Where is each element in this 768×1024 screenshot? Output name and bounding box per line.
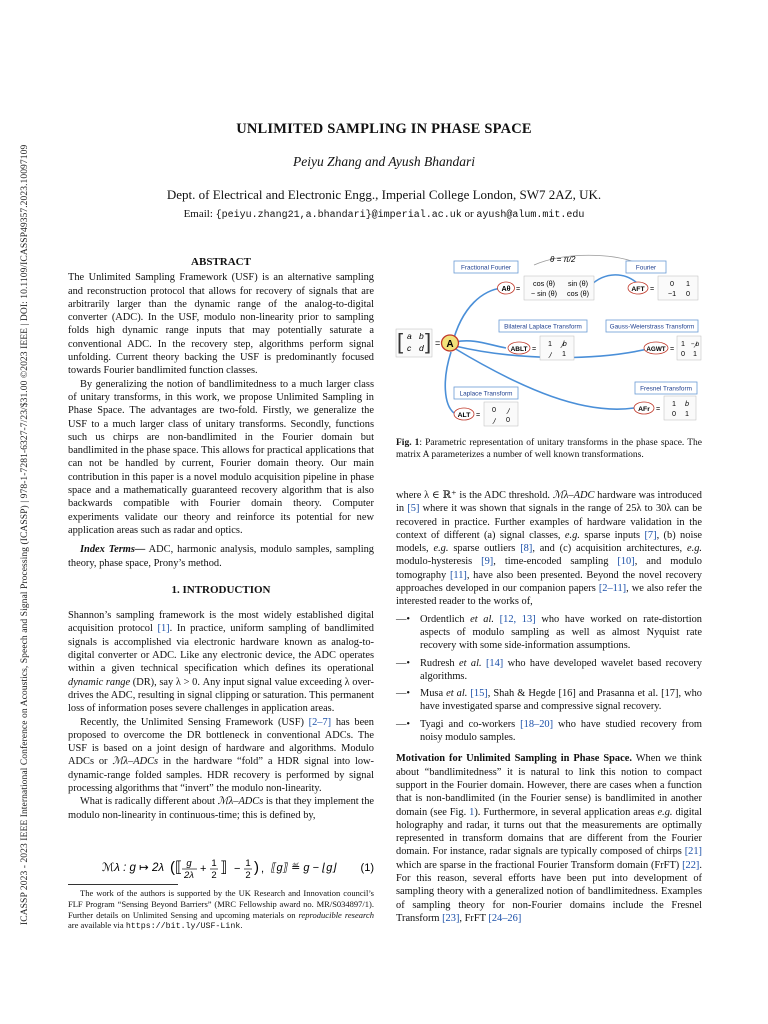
matrix-a-lt-equals: =: [476, 410, 481, 419]
bullet-marker: —•: [396, 688, 411, 700]
r-p2-f: , FrFT: [459, 912, 489, 924]
bullet-marker: —•: [396, 613, 411, 625]
r-p2-a: When we think about “bandlimitedness” it is natural to link this notion to compact support in the Fourier domain. However, there are cases when a function that is non-bandlimited (in the Fourier sense) is bandlimited in another domain (see Fig.: [396, 753, 702, 818]
index-terms: [68, 543, 374, 570]
r-p1-f: sparse outliers: [448, 543, 521, 555]
matrix-a-theta: [498, 276, 595, 300]
intro-p1-b: . In practice, uniform sampling of bandlimited signals is accomplished via electronic hardware known as analog-to-digital converter or ADC. Like any electronic device, the ADC operates within a given technical specification which defines its operational: [68, 623, 375, 675]
intro-p1-a: Shannon’s sampling framework is the most widely established digital acquisition protocol: [68, 610, 374, 635]
r-p1-g: , and (c) acquisition architectures,: [532, 543, 687, 555]
cite-link[interactable]: [5]: [407, 503, 420, 515]
r-p1-eg1: e.g.: [564, 529, 580, 541]
cite-link[interactable]: [10]: [617, 556, 635, 568]
bullet-text: Rudresh: [420, 657, 460, 669]
matrix-a-blt-equals: =: [532, 344, 537, 353]
eq-frac2-num: 1: [211, 858, 217, 869]
bullet-item: [396, 687, 702, 714]
figure-1-caption: [396, 438, 702, 461]
abstract-paragraph-1: The Unlimited Sampling Framework (USF) is an alternative sampling and reconstruction protocol that allows for recovery of signals that are arbitrarily larger than the dynamic range of the analog-to-digital converter (ADC). In the USF, modulo non-linearity prior to sampling folds high dynamic range inputs that may potentially saturate a conventional ADC. In the recovery step, algorithms perform signal unfolding. Current theory backing the USF is predominantly focused towards Fourier bandlimited function classes.: [68, 272, 374, 377]
cite-link[interactable]: [1]: [157, 623, 170, 635]
curve-to-a-lt: [445, 352, 454, 413]
matrix-a-gwt-r1c1: 1: [681, 339, 685, 348]
footnote-a: The work of the authors is supported by the UK Research and Innovation council’s FLF Program “Sensing Beyond Barriers” (MRC Fellowship award no. MR/S034897/1). Further details on Unlimited Sensing and upcoming materials on: [68, 888, 374, 920]
matrix-a-ft-label: AFT: [631, 286, 645, 293]
r-p1-i: , time-encoded sampling: [493, 556, 618, 568]
eq-frac1-num: g: [186, 858, 192, 869]
right-paragraph-1: [396, 489, 702, 609]
intro-p3-b: is that they implement the modulo non-linearity in continuous-time; this is defined by,: [68, 796, 374, 821]
r-p1-j: , and modulo tomography: [396, 556, 702, 581]
cite-link[interactable]: [7]: [644, 529, 657, 541]
matrix-a-gwt-r1c2: −𝚥b: [690, 341, 700, 348]
intro-paragraph-1: [68, 609, 374, 715]
r-p1-c: where it was shown that signals in the range of 25λ to 30λ can be recovered in practice. Further examples of hardware validation in the context of different (a) signal classes,: [396, 503, 703, 541]
r-p1-d: sparse inputs: [579, 529, 645, 541]
paper-authors: Peiyu Zhang and Ayush Bhandari: [293, 154, 475, 169]
footnote-url-link[interactable]: https://bit.ly/USF-Link: [125, 922, 241, 932]
r-p2-b: ). Furthermore, in several application areas: [474, 806, 658, 818]
matrix-a-ft-frame: [658, 276, 698, 300]
bullet-item: [396, 657, 702, 684]
figure-ref-link[interactable]: 1: [469, 806, 475, 818]
eq-rhs: ⟦g⟧ ≝ g − ⌊g⌋: [271, 862, 337, 874]
matrix-a-ft-r1c1: 0: [670, 279, 674, 288]
cite-link[interactable]: [22]: [682, 859, 700, 871]
matrix-a-theta-r2c1: − sin (θ): [530, 289, 558, 298]
eq-paren-open: (: [170, 859, 175, 876]
matrix-a-fr: [634, 396, 696, 420]
box-fresnel-label: Fresnel Transform: [640, 385, 692, 393]
matrix-a-theta-r1c1: cos (θ): [533, 279, 555, 288]
r-p2-d: which are sparse in the fractional Fourier Transform domain (FrFT): [396, 859, 683, 871]
index-terms-label: Index Terms—: [80, 544, 146, 556]
matrix-a-lt-r2c2: 0: [506, 415, 510, 424]
footnote-b: are available via: [68, 920, 126, 931]
r-p1-a: where λ ∈ ℝ⁺ is the ADC threshold.: [396, 490, 553, 501]
figure-caption-label: Fig. 1: [396, 438, 420, 448]
matrix-a-theta-r1c2: sin (θ): [568, 279, 588, 288]
abstract-paragraph-2: By generalizing the notion of bandlimitedness to a much larger class of unitary transforms, in this work, we propose Unlimited Sampling in Phase Space. The advantages are two-fold. Firstly, we generalize the USF to a much larger class of unitary transforms. Secondly, functions such us chirps are non-bandlimited in the Fourier domain but bandlimited in the phase space. This allows for practical applications that can not be handled by current, Fourier domain theory. Our main contribution in this paper is a novel modulo acquisition pipeline in phase space and a mathematically guaranteed recovery algorithm that is also backwards compatible with Fourier domain theory. Computer experiments validate our theory and reinforce its potential for new application areas such as radar and optics.: [68, 378, 374, 536]
matrix-a-fr-r2c1: 0: [672, 409, 676, 418]
matrix-a-ft-r1c2: 1: [686, 279, 690, 288]
intro-p2-c: in the hardware “fold” a HDR signal into low-dynamic-range folded samples. HDR recovery is performed by signal processing algorithms that “invert” the modulo non-linearity.: [68, 756, 374, 794]
eq-number: (1): [360, 862, 374, 874]
eq-lhs: ℳλ : g ↦ 2λ: [102, 862, 165, 874]
box-fractional-fourier-label: Fractional Fourier: [460, 264, 512, 272]
paper-email: [0, 208, 768, 221]
index-terms-text: ADC, harmonic analysis, modulo samples, sampling theory, phase space, Prony’s method.: [68, 544, 374, 569]
cite-link[interactable]: [2–11]: [598, 583, 627, 595]
matrix-a-lt-r1c1: 0: [492, 405, 496, 414]
box-laplace-label: Laplace Transform: [459, 390, 513, 398]
motivation-heading: Motivation for Unlimited Sampling in Phase Space.: [396, 753, 632, 765]
cite-link[interactable]: [14]: [485, 657, 504, 669]
intro-p2-b: has been proposed to overcome the DR bottleneck in conventional ADCs. The USF is based on a joint design of hardware and algorithms. Modulo ADCs or: [68, 716, 374, 768]
eq-frac3-den: 2: [245, 870, 251, 881]
matrix-main-r2c2: d: [419, 343, 424, 353]
email-label: Email:: [183, 208, 213, 220]
matrix-main-label: A: [446, 339, 454, 350]
bullet-text: Ordentlich: [420, 613, 471, 625]
eq-plus: +: [200, 863, 207, 875]
matrix-a-gwt-r2c2: 1: [693, 349, 697, 358]
intro-p2-a: Recently, the Unlimited Sensing Framework (USF): [80, 716, 309, 728]
figure-1: [394, 250, 704, 430]
intro-paragraph-3: [68, 795, 374, 822]
r-p2-c: digital holography and radar, it turns out that the measurements are optimally represented in transform domains that are different from the Fourier domain. For instance, radar signals are typically composed of chirps: [396, 806, 702, 858]
r-p2-eg: e.g.: [657, 806, 673, 818]
matrix-a-fr-r1c1: 1: [672, 399, 676, 408]
matrix-a-blt-label: ABLT: [510, 346, 528, 353]
matrix-a-lt-frame: [484, 402, 518, 426]
matrix-main: [396, 329, 459, 357]
bullet-marker: —•: [396, 718, 411, 730]
matrix-a-fr-r1c2: b: [685, 399, 689, 408]
theta-label: θ = π/2: [550, 255, 576, 264]
paper-affiliation: Dept. of Electrical and Electronic Engg., Imperial College London, SW7 2AZ, UK.: [166, 187, 602, 202]
matrix-main-equals: =: [435, 338, 441, 348]
bullet-item: [396, 613, 702, 653]
matrix-a-fr-equals: =: [656, 404, 661, 413]
matrix-main-r1c1: a: [407, 331, 412, 341]
r-p1-l: , we also refer the interested reader to the works of,: [396, 583, 702, 608]
matrix-a-ft: [628, 276, 698, 300]
bullet-em: et al.: [459, 657, 482, 669]
intro-p3-adc: ℳλ–ADCs: [217, 796, 264, 808]
matrix-main-rbracket: ]: [425, 329, 432, 354]
cite-link[interactable]: [11]: [449, 569, 467, 581]
matrix-a-lt-r2c1: 𝚥: [493, 415, 495, 424]
matrix-a-blt-frame: [540, 336, 574, 360]
matrix-a-ft-r2c1: −1: [667, 289, 677, 298]
matrix-a-theta-r2c2: cos (θ): [567, 289, 589, 298]
matrix-a-ft-equals: =: [650, 284, 655, 293]
right-column: [396, 489, 702, 925]
bullet-text: Tyagi and co-workers: [420, 718, 521, 730]
r-p1-b: hardware was introduced in: [396, 490, 702, 515]
email-address-1[interactable]: {peiyu.zhang21,a.bhandari}@imperial.ac.uk: [215, 210, 462, 221]
r-p1-eg2: e.g.: [433, 543, 449, 555]
matrix-a-blt-r2c2: 1: [562, 349, 566, 358]
abstract-heading: ABSTRACT: [191, 256, 251, 268]
box-fourier-label: Fourier: [635, 264, 657, 272]
cite-link[interactable]: [21]: [684, 846, 702, 858]
bullet-em: et al.: [470, 613, 494, 625]
bullet-em: et al.: [446, 688, 468, 700]
matrix-a-blt-r1c1: 1: [548, 339, 552, 348]
cite-link[interactable]: [8]: [520, 543, 533, 555]
right-paragraph-2: [396, 752, 702, 925]
matrix-a-gwt: [644, 336, 701, 360]
r-p1-adc: ℳλ–ADC: [552, 490, 595, 501]
eq-frac3-num: 1: [245, 858, 251, 869]
r-p2-e: . For this reason, several efforts have been put into development of sampling theory with a generalized notion of bandlimitedness. Examples of sampling theory for non-Fourier domains include the Fresnel Transform: [396, 859, 702, 924]
r-p1-eg3: e.g.: [686, 543, 702, 555]
curve-to-a-theta: [452, 288, 502, 345]
email-or: or: [464, 208, 474, 220]
footnote-rule: [68, 884, 178, 885]
paper-title: UNLIMITED SAMPLING IN PHASE SPACE: [236, 121, 532, 137]
bullet-text: , Shah & Hegde [16] and Prasanna et al. [17], who have investigated sparse and compressive signal recovery.: [420, 688, 702, 713]
cite-link[interactable]: [12, 13]: [499, 613, 536, 625]
bullet-marker: —•: [396, 657, 411, 669]
cite-link[interactable]: [24–26]: [488, 912, 522, 924]
box-gauss-weierstrass-label: Gauss-Weierstrass Transform: [609, 323, 695, 331]
eq-bracket-open: ⟦: [175, 859, 183, 876]
matrix-a-gwt-equals: =: [670, 344, 675, 353]
matrix-a-blt-r2c1: 𝚥: [549, 349, 551, 358]
equation-1: [68, 855, 374, 879]
eq-bracket-close: ⟧: [220, 859, 228, 876]
figure-caption-text: : Parametric representation of unitary transforms in the phase space. The matrix A parameterizes a number of well known transformations.: [396, 438, 702, 460]
eq-paren-close: ): [254, 859, 259, 876]
matrix-a-gwt-label: AGWT: [646, 346, 666, 353]
bullet-text: who have worked on rate-distortion aspects of modulo sampling as well as almost Nyquist rate recovery with some side-information assumptions.: [420, 613, 702, 652]
matrix-main-r1c2: b: [419, 331, 424, 341]
matrix-a-blt-r1c2: 𝚥b: [561, 339, 567, 348]
cite-link[interactable]: [2–7]: [308, 716, 332, 728]
equation-1-svg: [68, 855, 374, 881]
side-stamp-text: ICASSP 2023 - 2023 IEEE International Conference on Acoustics, Speech and Signal Processing (ICASSP) | 978-1-7281-6327-7/23/$31.00 ©2023 IEEE | DOI: 10.1109/ICASSP49357.2023.10097109: [19, 144, 30, 925]
bullet-item: [396, 718, 702, 745]
matrix-a-fr-r2c2: 1: [685, 409, 689, 418]
r-p1-k: , have also been presented. Beyond the novel recovery approaches developed in our companion papers: [396, 569, 703, 595]
footnote: [68, 888, 374, 933]
box-bilateral-laplace-label: Bilateral Laplace Transform: [504, 323, 582, 331]
eq-comma: ,: [261, 863, 265, 875]
cite-link[interactable]: [23]: [442, 912, 460, 924]
email-address-2[interactable]: ayush@alum.mit.edu: [476, 210, 585, 221]
intro-p1-em: dynamic range: [68, 676, 131, 688]
cite-link[interactable]: [9]: [481, 556, 494, 568]
matrix-a-ft-r2c2: 0: [686, 289, 690, 298]
cite-link[interactable]: [18–20]: [520, 718, 554, 730]
matrix-a-lt: [454, 402, 518, 426]
r-p1-e: , (b) noise models,: [396, 529, 702, 555]
bullet-text: Musa: [420, 688, 447, 700]
intro-p3-a: What is radically different about: [80, 796, 218, 808]
eq-minus: −: [234, 863, 241, 875]
cite-link[interactable]: [15]: [470, 688, 488, 700]
footnote-em: reproducible research: [298, 909, 374, 920]
matrix-a-fr-frame: [664, 396, 696, 420]
intro-p2-adc: ℳλ–ADCs: [112, 756, 159, 768]
footnote-c: .: [240, 920, 243, 931]
intro-paragraph-2: [68, 716, 374, 796]
intro-heading: 1. INTRODUCTION: [171, 583, 271, 596]
eq-frac1-den: 2λ: [184, 870, 194, 881]
matrix-a-fr-label: AFr: [638, 406, 650, 413]
bullet-text: who have developed wavelet based recovery algorithms.: [420, 657, 703, 682]
bullet-text: who have studied recovery from noisy modulo samples.: [420, 718, 702, 744]
intro-p1-c: (DR), say λ > 0. Any input signal value exceeding λ over-drives the ADC, resulting in signal clipping or saturation. This permanent loss of information poses severe challenges in application areas.: [68, 676, 374, 715]
matrix-a-lt-label: ALT: [457, 412, 471, 419]
r-p1-h: modulo-hysteresis: [396, 556, 482, 568]
matrix-a-lt-r1c2: 𝚥: [507, 405, 509, 414]
matrix-a-theta-equals: =: [516, 284, 521, 293]
matrix-main-lbracket: [: [397, 329, 404, 354]
matrix-a-gwt-r2c1: 0: [681, 349, 685, 358]
matrix-a-theta-label: Aθ: [501, 284, 511, 293]
eq-frac2-den: 2: [211, 870, 217, 881]
left-column: [68, 256, 374, 822]
matrix-main-r2c1: c: [407, 343, 412, 353]
